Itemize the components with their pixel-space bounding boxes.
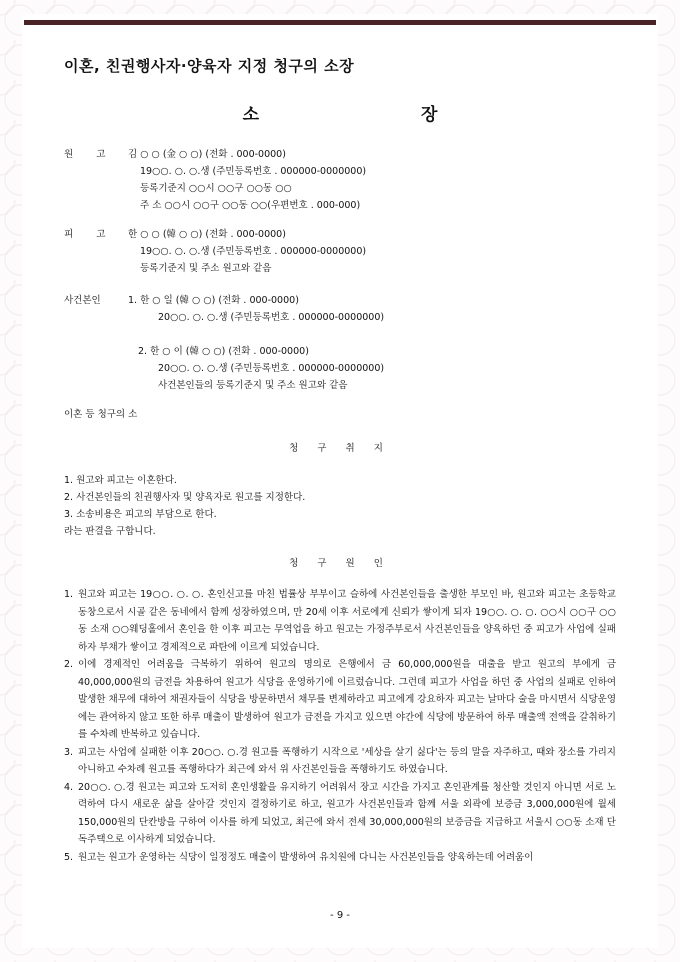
claim-item-1: 1. 원고와 피고는 이혼한다. [64,475,177,486]
cause-item-1-text: 원고와 피고는 19○○. ○. ○. 혼인신고를 마친 법률상 부부이고 슬하에 사건본인들을 출생한 부모인 바, 원고와 피고는 초등학교 동창으로서 시골 같은 동네에서 함께 성장하였으며, 만 20세 이후 서로에게 신뢰가 쌓이게 되자 19○○. ○. ○. ○○시 ○○구 ○○동 소재 ○○웨딩홀에서 혼인을 한 이후 피고는 무역업을 하고 원고는 가정주부로서 사건본인들을 양육하던 중 피고가 사업에 실패하자 부채가 쌓이고 경제적으로 파탄에 이르게 되었습니다. [78,589,616,653]
principals-block [64,292,384,394]
cause-list [64,586,616,866]
plaintiff-birth: 19○○. ○. ○.생 (주민등록번호 . 000000-0000000) [140,166,367,177]
principal-1-name: 1. 한 ○ 일 (韓 ○ ○) (전화 . 000-0000) [128,295,299,306]
claim-closing: 라는 판결을 구합니다. [64,526,156,537]
cause-item-3 [64,744,616,779]
plaintiff-block [64,146,366,214]
plaintiff-name: 김 ○ ○ (金 ○ ○) (전화 . 000-0000) [128,149,286,160]
claim-item-2: 2. 사건본인들의 친권행사자 및 양육자로 원고를 지정한다. [64,492,306,503]
cause-item-4-text: 20○○. ○.경 원고는 피고와 도저히 혼인생활을 유지하기 어려워서 장고 시간을 가지고 혼인관계를 청산할 것인지 아니면 서로 노력하여 다시 새로운 삶을 살아갈 것인지 결정하기로 하고, 원고가 사건본인들과 함께 서울 외곽에 보증금 3,000,000원에 월세 150,000원의 단칸방을 구하여 이사를 하게 되었고, 최근에 와서 전세 30,000,000원의 보증금을 지급하고 서울시 ○○동 소재 단독주택으로 이사하게 되었습니다. [78,781,616,845]
plaintiff-address: 주 소 ○○시 ○○구 ○○동 ○○(우편번호 . 000-000) [140,200,361,211]
defendant-birth: 19○○. ○. ○.생 (주민등록번호 . 000000-0000000) [140,246,367,257]
principals-label: 사건본인 [64,295,101,306]
cause-item-2-text: 이에 경제적인 어려움을 극복하기 위하여 원고의 명의로 은행에서 금 60,000,000원을 대출을 받고 원고의 부에게 금 40,000,000원의 금전을 차용하여 원고가 식당을 운영하기에 이르렀습니다. 그런데 피고가 사업을 하던 중 사업의 실패로 인하여 발생한 채무에 대하여 채권자들이 식당을 방문하면서 채무를 변제하라고 피고에게 강요하자 피고는 날마다 술을 마시면서 식당운영에는 관여하지 않고 또한 하루 매출이 발생하여 원고가 금전을 가지고 있으면 야간에 식당에 방문하여 하루 매출액 전액을 갈취하기를 수차례 반복하고 있습니다. [78,659,616,740]
cause-item-5-num: 5. [64,851,74,863]
cause-item-4 [64,779,616,849]
principals-address: 사건본인들의 등록기준지 및 주소 원고와 같음 [158,380,348,391]
defendant-name: 한 ○ ○ (韓 ○ ○) (전화 . 000-0000) [128,229,286,240]
document-title: 이혼, 친권행사자·양육자 지정 청구의 소장 [64,57,355,75]
complaint-heading: 소 장 [242,105,516,125]
cause-item-2 [64,656,616,744]
defendant-label: 피 고 [64,229,116,240]
cause-item-1-num: 1. [64,589,74,600]
cause-item-2-num: 2. [64,659,74,670]
claim-heading: 청 구 취 지 [289,443,391,454]
cause-item-3-num: 3. [64,746,74,758]
page-number: - 9 - [330,910,350,921]
cause-heading: 청 구 원 인 [289,558,391,569]
cause-item-4-num: 4. [64,781,74,793]
principal-1-birth: 20○○. ○. ○.생 (주민등록번호 . 000000-0000000) [158,312,385,323]
cause-item-3-text: 피고는 사업에 실패한 이후 20○○. ○.경 원고를 폭행하기 시작으로 '세상을 살기 싫다'는 등의 말을 자주하고, 때와 장소를 가리지 아니하고 수차례 원고를 폭행하다가 최근에 와서 위 사건본인들을 폭행하기도 하였습니다. [78,746,616,775]
cause-item-1 [64,586,616,656]
principal-2-birth: 20○○. ○. ○.생 (주민등록번호 . 000000-0000000) [158,363,385,374]
cause-item-5-text: 원고는 원고가 운영하는 식당이 일정정도 매출이 발생하여 유치원에 다니는 사건본인들을 양육하는데 어려움이 [78,851,534,863]
principal-2-name: 2. 한 ○ 이 (韓 ○ ○) (전화 . 000-0000) [138,346,309,357]
claim-list [64,472,305,540]
cause-item-5 [64,849,616,867]
case-name: 이혼 등 청구의 소 [64,409,138,420]
claim-item-3: 3. 소송비용은 피고의 부담으로 한다. [64,509,217,520]
defendant-address: 등록기준지 및 주소 원고와 같음 [140,263,272,274]
plaintiff-label: 원 고 [64,149,116,160]
plaintiff-registry: 등록기준지 ○○시 ○○구 ○○동 ○○ [140,183,292,194]
defendant-block [64,226,366,277]
top-rule [24,20,656,25]
